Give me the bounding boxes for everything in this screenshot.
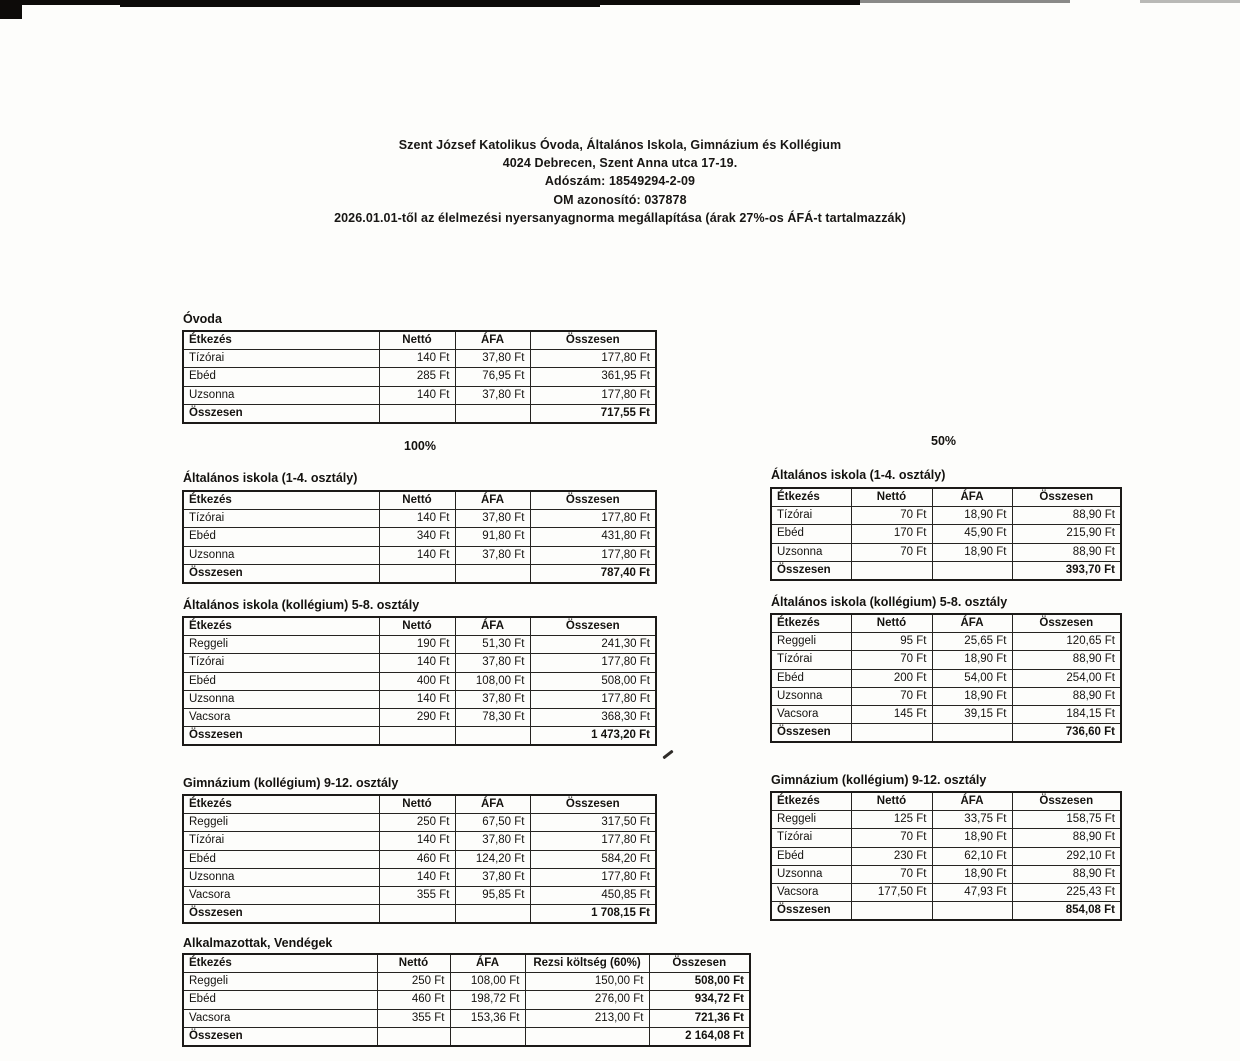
value-cell: 108,00 Ft bbox=[455, 672, 530, 690]
value-cell: 721,36 Ft bbox=[649, 1009, 750, 1027]
value-cell: 241,30 Ft bbox=[530, 636, 656, 654]
value-cell: 37,80 Ft bbox=[455, 546, 530, 564]
row-label-cell: Tízórai bbox=[183, 654, 379, 672]
column-header: Étkezés bbox=[183, 954, 377, 973]
row-label-cell: Vacsora bbox=[183, 886, 379, 904]
column-header: Összesen bbox=[1012, 614, 1121, 633]
value-cell: 340 Ft bbox=[379, 528, 455, 546]
value-cell bbox=[379, 727, 455, 746]
table-right-elementary-5-8 bbox=[770, 613, 1122, 743]
row-label-cell: Vacsora bbox=[771, 705, 851, 723]
value-cell: 18,90 Ft bbox=[932, 543, 1012, 561]
column-header: Étkezés bbox=[183, 617, 379, 636]
header-row bbox=[771, 792, 1121, 811]
value-cell: 37,80 Ft bbox=[455, 654, 530, 672]
value-cell bbox=[379, 564, 455, 583]
column-header: Nettó bbox=[379, 491, 455, 510]
row-label-cell: Uzsonna bbox=[771, 865, 851, 883]
value-cell bbox=[851, 902, 932, 921]
percent-label-left: 100% bbox=[404, 439, 436, 453]
table-row bbox=[183, 654, 656, 672]
value-cell: 317,50 Ft bbox=[530, 814, 656, 832]
row-label-cell: Összesen bbox=[183, 564, 379, 583]
row-label-cell: Tízórai bbox=[771, 651, 851, 669]
value-cell: 88,90 Ft bbox=[1012, 865, 1121, 883]
row-label-cell: Reggeli bbox=[771, 633, 851, 651]
table-title-employees-guests: Alkalmazottak, Vendégek bbox=[183, 936, 333, 950]
table-ovoda bbox=[182, 330, 657, 424]
value-cell: 355 Ft bbox=[379, 886, 455, 904]
table-left-elementary-5-8-grid bbox=[182, 616, 657, 746]
value-cell: 1 473,20 Ft bbox=[530, 727, 656, 746]
table-row bbox=[771, 724, 1121, 743]
value-cell: 292,10 Ft bbox=[1012, 847, 1121, 865]
value-cell: 368,30 Ft bbox=[530, 708, 656, 726]
row-label-cell: Tízórai bbox=[183, 510, 379, 528]
table-row bbox=[183, 1027, 750, 1046]
value-cell: 290 Ft bbox=[379, 708, 455, 726]
row-label-cell: Vacsora bbox=[771, 883, 851, 901]
pen-tick-mark bbox=[662, 750, 673, 760]
value-cell: 393,70 Ft bbox=[1012, 561, 1121, 580]
row-label-cell: Tízórai bbox=[771, 507, 851, 525]
column-header: ÁFA bbox=[932, 488, 1012, 507]
value-cell: 230 Ft bbox=[851, 847, 932, 865]
value-cell: 37,80 Ft bbox=[455, 510, 530, 528]
value-cell: 450,85 Ft bbox=[530, 886, 656, 904]
value-cell: 213,00 Ft bbox=[525, 1009, 649, 1027]
value-cell: 140 Ft bbox=[379, 690, 455, 708]
table-row bbox=[183, 886, 656, 904]
value-cell: 140 Ft bbox=[379, 546, 455, 564]
table-row bbox=[183, 868, 656, 886]
value-cell bbox=[379, 905, 455, 924]
value-cell: 184,15 Ft bbox=[1012, 705, 1121, 723]
value-cell: 145 Ft bbox=[851, 705, 932, 723]
value-cell bbox=[450, 1027, 525, 1046]
value-cell bbox=[379, 404, 455, 423]
column-header: ÁFA bbox=[455, 795, 530, 814]
value-cell: 225,43 Ft bbox=[1012, 883, 1121, 901]
value-cell: 140 Ft bbox=[379, 868, 455, 886]
column-header: Összesen bbox=[530, 491, 656, 510]
table-row bbox=[771, 543, 1121, 561]
table-title-left-elementary-1-4: Általános iskola (1-4. osztály) bbox=[183, 471, 358, 485]
column-header: Összesen bbox=[530, 617, 656, 636]
value-cell: 67,50 Ft bbox=[455, 814, 530, 832]
table-row bbox=[183, 546, 656, 564]
header-row bbox=[183, 491, 656, 510]
value-cell: 177,80 Ft bbox=[530, 510, 656, 528]
value-cell: 88,90 Ft bbox=[1012, 651, 1121, 669]
column-header: Nettó bbox=[379, 331, 455, 350]
row-label-cell: Ebéd bbox=[771, 525, 851, 543]
value-cell: 88,90 Ft bbox=[1012, 543, 1121, 561]
value-cell: 190 Ft bbox=[379, 636, 455, 654]
value-cell bbox=[932, 902, 1012, 921]
value-cell: 736,60 Ft bbox=[1012, 724, 1121, 743]
table-row bbox=[183, 564, 656, 583]
table-row bbox=[771, 883, 1121, 901]
table-title-right-elementary-1-4: Általános iskola (1-4. osztály) bbox=[771, 468, 946, 482]
value-cell: 51,30 Ft bbox=[455, 636, 530, 654]
value-cell: 584,20 Ft bbox=[530, 850, 656, 868]
table-left-elementary-1-4 bbox=[182, 490, 657, 584]
row-label-cell: Tízórai bbox=[771, 829, 851, 847]
value-cell: 140 Ft bbox=[379, 350, 455, 368]
table-row bbox=[183, 814, 656, 832]
value-cell: 285 Ft bbox=[379, 368, 455, 386]
column-header: Étkezés bbox=[183, 331, 379, 350]
row-label-cell: Összesen bbox=[771, 561, 851, 580]
header-row bbox=[183, 617, 656, 636]
table-right-elementary-5-8-grid bbox=[770, 613, 1122, 743]
value-cell: 2 164,08 Ft bbox=[649, 1027, 750, 1046]
row-label-cell: Ebéd bbox=[771, 847, 851, 865]
value-cell: 200 Ft bbox=[851, 669, 932, 687]
table-row bbox=[771, 651, 1121, 669]
value-cell: 88,90 Ft bbox=[1012, 687, 1121, 705]
value-cell: 124,20 Ft bbox=[455, 850, 530, 868]
value-cell: 120,65 Ft bbox=[1012, 633, 1121, 651]
row-label-cell: Ebéd bbox=[183, 368, 379, 386]
table-row bbox=[771, 633, 1121, 651]
column-header: Nettó bbox=[851, 792, 932, 811]
value-cell: 18,90 Ft bbox=[932, 687, 1012, 705]
scan-artifact bbox=[860, 0, 1070, 3]
row-label-cell: Uzsonna bbox=[183, 546, 379, 564]
table-row bbox=[183, 850, 656, 868]
value-cell: 934,72 Ft bbox=[649, 991, 750, 1009]
table-row bbox=[183, 973, 750, 991]
row-label-cell: Ebéd bbox=[183, 991, 377, 1009]
table-row bbox=[771, 561, 1121, 580]
table-row bbox=[771, 507, 1121, 525]
table-ovoda-grid bbox=[182, 330, 657, 424]
row-label-cell: Tízórai bbox=[183, 832, 379, 850]
table-row bbox=[183, 905, 656, 924]
column-header: Étkezés bbox=[183, 491, 379, 510]
value-cell: 78,30 Ft bbox=[455, 708, 530, 726]
document-header bbox=[0, 136, 1240, 227]
value-cell: 215,90 Ft bbox=[1012, 525, 1121, 543]
column-header: Rezsi költség (60%) bbox=[525, 954, 649, 973]
value-cell: 254,00 Ft bbox=[1012, 669, 1121, 687]
row-label-cell: Reggeli bbox=[183, 814, 379, 832]
table-row bbox=[183, 368, 656, 386]
table-left-elementary-5-8 bbox=[182, 616, 657, 746]
value-cell: 33,75 Ft bbox=[932, 811, 1012, 829]
value-cell: 91,80 Ft bbox=[455, 528, 530, 546]
value-cell: 140 Ft bbox=[379, 510, 455, 528]
row-label-cell: Összesen bbox=[183, 727, 379, 746]
row-label-cell: Ebéd bbox=[183, 672, 379, 690]
value-cell bbox=[455, 404, 530, 423]
table-row bbox=[183, 350, 656, 368]
value-cell: 18,90 Ft bbox=[932, 507, 1012, 525]
row-label-cell: Reggeli bbox=[771, 811, 851, 829]
table-row bbox=[771, 525, 1121, 543]
value-cell: 276,00 Ft bbox=[525, 991, 649, 1009]
value-cell: 37,80 Ft bbox=[455, 690, 530, 708]
value-cell bbox=[455, 905, 530, 924]
value-cell: 45,90 Ft bbox=[932, 525, 1012, 543]
value-cell bbox=[851, 724, 932, 743]
value-cell: 70 Ft bbox=[851, 687, 932, 705]
value-cell: 76,95 Ft bbox=[455, 368, 530, 386]
column-header: Étkezés bbox=[771, 488, 851, 507]
value-cell: 54,00 Ft bbox=[932, 669, 1012, 687]
value-cell: 400 Ft bbox=[379, 672, 455, 690]
column-header: ÁFA bbox=[455, 331, 530, 350]
value-cell: 177,80 Ft bbox=[530, 654, 656, 672]
column-header: Nettó bbox=[851, 614, 932, 633]
value-cell: 88,90 Ft bbox=[1012, 829, 1121, 847]
column-header: Összesen bbox=[1012, 488, 1121, 507]
row-label-cell: Ebéd bbox=[771, 669, 851, 687]
table-title-ovoda: Óvoda bbox=[183, 312, 222, 326]
value-cell: 158,75 Ft bbox=[1012, 811, 1121, 829]
value-cell: 177,80 Ft bbox=[530, 868, 656, 886]
value-cell: 177,80 Ft bbox=[530, 386, 656, 404]
row-label-cell: Vacsora bbox=[183, 1009, 377, 1027]
value-cell: 140 Ft bbox=[379, 386, 455, 404]
value-cell bbox=[455, 727, 530, 746]
value-cell: 177,80 Ft bbox=[530, 690, 656, 708]
value-cell: 37,80 Ft bbox=[455, 350, 530, 368]
value-cell: 508,00 Ft bbox=[530, 672, 656, 690]
value-cell: 177,50 Ft bbox=[851, 883, 932, 901]
column-header: ÁFA bbox=[455, 491, 530, 510]
column-header: Összesen bbox=[530, 331, 656, 350]
row-label-cell: Uzsonna bbox=[183, 868, 379, 886]
column-header: ÁFA bbox=[932, 614, 1012, 633]
value-cell: 37,80 Ft bbox=[455, 832, 530, 850]
column-header: ÁFA bbox=[450, 954, 525, 973]
table-row bbox=[183, 636, 656, 654]
value-cell bbox=[932, 724, 1012, 743]
row-label-cell: Reggeli bbox=[183, 973, 377, 991]
value-cell: 177,80 Ft bbox=[530, 350, 656, 368]
column-header: Összesen bbox=[1012, 792, 1121, 811]
column-header: Nettó bbox=[379, 617, 455, 636]
value-cell: 62,10 Ft bbox=[932, 847, 1012, 865]
table-title-right-gimnazium-9-12: Gimnázium (kollégium) 9-12. osztály bbox=[771, 773, 987, 787]
column-header: Nettó bbox=[851, 488, 932, 507]
table-row bbox=[183, 404, 656, 423]
value-cell: 355 Ft bbox=[377, 1009, 450, 1027]
table-title-right-elementary-5-8: Általános iskola (kollégium) 5-8. osztály bbox=[771, 595, 1008, 609]
value-cell: 70 Ft bbox=[851, 651, 932, 669]
value-cell: 140 Ft bbox=[379, 832, 455, 850]
value-cell: 88,90 Ft bbox=[1012, 507, 1121, 525]
value-cell bbox=[377, 1027, 450, 1046]
value-cell: 177,80 Ft bbox=[530, 546, 656, 564]
header-row bbox=[183, 795, 656, 814]
table-left-elementary-1-4-grid bbox=[182, 490, 657, 584]
table-right-elementary-1-4 bbox=[770, 487, 1122, 581]
value-cell: 25,65 Ft bbox=[932, 633, 1012, 651]
value-cell: 177,80 Ft bbox=[530, 832, 656, 850]
row-label-cell: Uzsonna bbox=[771, 687, 851, 705]
value-cell: 37,80 Ft bbox=[455, 868, 530, 886]
table-title-left-elementary-5-8: Általános iskola (kollégium) 5-8. osztály bbox=[183, 598, 420, 612]
value-cell: 47,93 Ft bbox=[932, 883, 1012, 901]
scan-artifact bbox=[1140, 0, 1240, 3]
row-label-cell: Összesen bbox=[183, 1027, 377, 1046]
value-cell: 37,80 Ft bbox=[455, 386, 530, 404]
table-row bbox=[183, 510, 656, 528]
header-row bbox=[183, 331, 656, 350]
value-cell: 95,85 Ft bbox=[455, 886, 530, 904]
table-row bbox=[771, 865, 1121, 883]
row-label-cell: Uzsonna bbox=[183, 386, 379, 404]
row-label-cell: Reggeli bbox=[183, 636, 379, 654]
value-cell: 18,90 Ft bbox=[932, 865, 1012, 883]
header-row bbox=[183, 954, 750, 973]
value-cell: 95 Ft bbox=[851, 633, 932, 651]
table-row bbox=[771, 705, 1121, 723]
row-label-cell: Összesen bbox=[183, 905, 379, 924]
table-employees-guests-grid bbox=[182, 953, 751, 1047]
table-row bbox=[183, 386, 656, 404]
value-cell: 153,36 Ft bbox=[450, 1009, 525, 1027]
institution-address: 4024 Debrecen, Szent Anna utca 17-19. bbox=[502, 156, 738, 171]
row-label-cell: Összesen bbox=[183, 404, 379, 423]
value-cell: 460 Ft bbox=[379, 850, 455, 868]
scan-artifact bbox=[0, 5, 22, 19]
table-row bbox=[771, 902, 1121, 921]
column-header: Étkezés bbox=[771, 614, 851, 633]
column-header: Étkezés bbox=[771, 792, 851, 811]
value-cell: 125 Ft bbox=[851, 811, 932, 829]
table-row bbox=[771, 829, 1121, 847]
table-row bbox=[771, 669, 1121, 687]
value-cell: 18,90 Ft bbox=[932, 651, 1012, 669]
value-cell: 39,15 Ft bbox=[932, 705, 1012, 723]
table-row bbox=[183, 727, 656, 746]
table-left-gimnazium-9-12-grid bbox=[182, 794, 657, 924]
value-cell bbox=[455, 564, 530, 583]
value-cell: 70 Ft bbox=[851, 865, 932, 883]
table-row bbox=[183, 690, 656, 708]
om-identifier: OM azonosító: 037878 bbox=[553, 192, 687, 207]
row-label-cell: Ebéd bbox=[183, 528, 379, 546]
row-label-cell: Uzsonna bbox=[771, 543, 851, 561]
header-row bbox=[771, 614, 1121, 633]
value-cell: 508,00 Ft bbox=[649, 973, 750, 991]
column-header: Összesen bbox=[530, 795, 656, 814]
row-label-cell: Összesen bbox=[771, 724, 851, 743]
header-row bbox=[771, 488, 1121, 507]
scan-artifact bbox=[120, 0, 600, 7]
percent-label-right: 50% bbox=[931, 434, 957, 448]
table-right-gimnazium-9-12-grid bbox=[770, 791, 1122, 921]
value-cell: 431,80 Ft bbox=[530, 528, 656, 546]
value-cell: 717,55 Ft bbox=[530, 404, 656, 423]
table-row bbox=[183, 672, 656, 690]
value-cell: 250 Ft bbox=[379, 814, 455, 832]
column-header: ÁFA bbox=[932, 792, 1012, 811]
row-label-cell: Összesen bbox=[771, 902, 851, 921]
table-row bbox=[183, 708, 656, 726]
value-cell: 1 708,15 Ft bbox=[530, 905, 656, 924]
document-subject-line: 2026.01.01-től az élelmezési nyersanyagnorma megállapítása (árak 27%-os ÁFÁ-t tartalmazzák) bbox=[334, 210, 906, 225]
value-cell: 70 Ft bbox=[851, 543, 932, 561]
value-cell bbox=[525, 1027, 649, 1046]
institution-name: Szent József Katolikus Óvoda, Általános Iskola, Gimnázium és Kollégium bbox=[398, 138, 842, 152]
value-cell: 70 Ft bbox=[851, 507, 932, 525]
table-row bbox=[183, 991, 750, 1009]
row-label-cell: Vacsora bbox=[183, 708, 379, 726]
table-row bbox=[183, 832, 656, 850]
value-cell: 150,00 Ft bbox=[525, 973, 649, 991]
value-cell: 108,00 Ft bbox=[450, 973, 525, 991]
column-header: ÁFA bbox=[455, 617, 530, 636]
table-right-elementary-1-4-grid bbox=[770, 487, 1122, 581]
table-employees-guests bbox=[182, 953, 751, 1047]
value-cell: 854,08 Ft bbox=[1012, 902, 1121, 921]
tax-number: Adószám: 18549294-2-09 bbox=[544, 174, 696, 189]
row-label-cell: Uzsonna bbox=[183, 690, 379, 708]
value-cell: 70 Ft bbox=[851, 829, 932, 847]
value-cell: 361,95 Ft bbox=[530, 368, 656, 386]
table-row bbox=[183, 528, 656, 546]
table-row bbox=[183, 1009, 750, 1027]
value-cell bbox=[851, 561, 932, 580]
column-header: Étkezés bbox=[183, 795, 379, 814]
value-cell: 250 Ft bbox=[377, 973, 450, 991]
value-cell: 198,72 Ft bbox=[450, 991, 525, 1009]
table-row bbox=[771, 687, 1121, 705]
value-cell: 170 Ft bbox=[851, 525, 932, 543]
column-header: Összesen bbox=[649, 954, 750, 973]
row-label-cell: Tízórai bbox=[183, 350, 379, 368]
table-row bbox=[771, 847, 1121, 865]
table-row bbox=[771, 811, 1121, 829]
table-left-gimnazium-9-12 bbox=[182, 794, 657, 924]
column-header: Nettó bbox=[379, 795, 455, 814]
table-right-gimnazium-9-12 bbox=[770, 791, 1122, 921]
value-cell: 787,40 Ft bbox=[530, 564, 656, 583]
table-title-left-gimnazium-9-12: Gimnázium (kollégium) 9-12. osztály bbox=[183, 776, 399, 790]
row-label-cell: Ebéd bbox=[183, 850, 379, 868]
value-cell bbox=[932, 561, 1012, 580]
column-header: Nettó bbox=[377, 954, 450, 973]
value-cell: 460 Ft bbox=[377, 991, 450, 1009]
value-cell: 18,90 Ft bbox=[932, 829, 1012, 847]
value-cell: 140 Ft bbox=[379, 654, 455, 672]
